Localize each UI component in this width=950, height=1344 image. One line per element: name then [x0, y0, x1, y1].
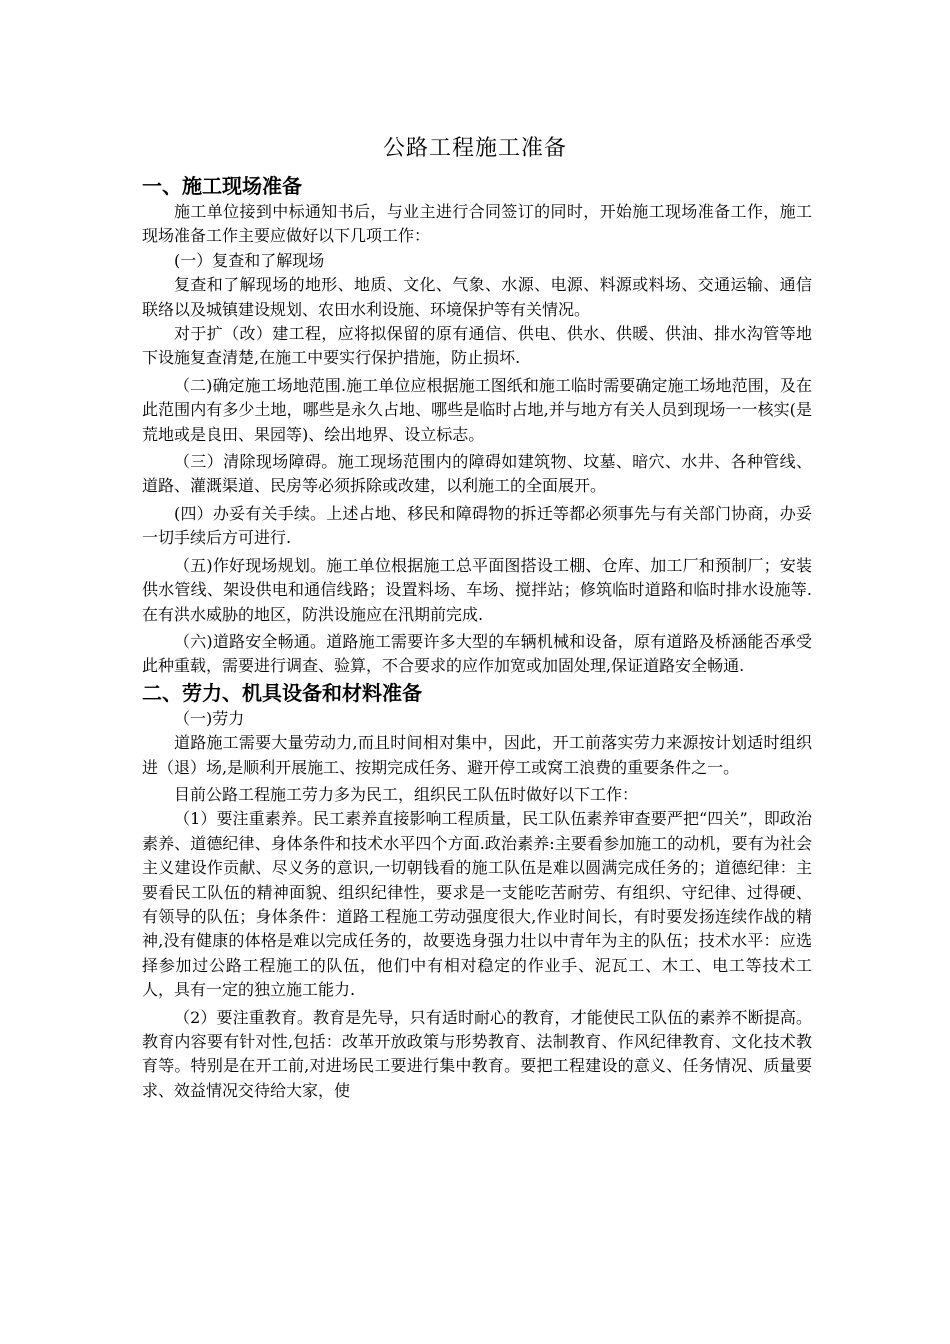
paragraph: （二)确定施工场地范围.施工单位应根据施工图纸和施工临时需要确定施工场地范围，及在此范围内有多少土地，哪些是永久占地、哪些是临时占地,并与地方有关人员到现场一一核实(是荒地或是良田、果园等)、绘出地界、设立标志。	[142, 375, 812, 444]
section-heading-site-preparation: 一、施工现场准备	[142, 174, 302, 198]
paragraph: 复查和了解现场的地形、地质、文化、气象、水源、电源、料源或料场、交通运输、通信联络以及城镇建设规划、农田水利设施、环境保护等有关情况。	[142, 275, 812, 319]
paragraph: 目前公路工程施工劳力多为民工，组织民工队伍时做好以下工作：	[174, 784, 639, 804]
section-heading-labor-equipment: 二、劳力、机具设备和材料准备	[142, 680, 422, 705]
subheading-labor: （一)劳力	[174, 708, 245, 728]
paragraph: （1）要注重素养。民工素养直接影响工程质量，民工队伍素养审查要严把“四关”，即政治素养、道德纪律、身体条件和技术水平四个方面.政治素养:主要看参加施工的动机，要有为社会主义建设作贡献、尽义务的意识,一切朝钱看的施工队伍是难以圆满完成任务的；道德纪律：主要看民工队伍的精神面貌、组织纪律性，要求是一支能吃苦耐劳、有组织、守纪律、过得硬、有领导的队伍；身体条件：道路工程施工劳动强度很大,作业时间长，有时要发扬连续作战的精神,没有健康的体格是难以完成任务的，故要选身强力壮以中青年为主的队伍；技术水平：应选择参加过公路工程施工的队伍，他们中有相对稳定的作业手、泥瓦工、木工、电工等技术工人，具有一定的独立施工能力.	[142, 809, 812, 1000]
paragraph: （六)道路安全畅通。道路施工需要许多大型的车辆机械和设备，原有道路及桥涵能否承受此种重载，需要进行调查、验算，不合要求的应作加宽或加固处理,保证道路安全畅通.	[142, 631, 812, 676]
document-title: 公路工程施工准备	[382, 136, 567, 161]
paragraph: （三）清除现场障碍。施工现场范围内的障碍如建筑物、坟墓、暗穴、水井、各种管线、道路、灌溉渠道、民房等必须拆除或改建，以利施工的全面展开。	[142, 452, 812, 496]
paragraph: （五)作好现场规划。施工单位根据施工总平面图搭设工棚、仓库、加工厂和预制厂；安装供水管线、架设供电和通信线路；设置料场、车场、搅拌站；修筑临时道路和临时排水设施等.在有洪水威胁的地区，防洪设施应在汛期前完成.	[142, 555, 812, 624]
paragraph: 道路施工需要大量劳动力,而且时间相对集中，因此，开工前落实劳力来源按计划适时组织进（退）场,是顺利开展施工、按期完成任务、避开停工或窝工浪费的重要条件之一。	[142, 733, 812, 777]
paragraph: (四）办妥有关手续。上述占地、移民和障碍物的拆迁等都必须事先与有关部门协商，办妥一切手续后方可进行.	[142, 503, 812, 548]
paragraph: 对于扩（改）建工程，应将拟保留的原有通信、供电、供水、供暖、供油、排水沟管等地下设施复查清楚,在施工中要实行保护措施，防止损坏.	[142, 324, 812, 368]
paragraph: （2）要注重教育。教育是先导，只有适时耐心的教育，才能使民工队伍的素养不断提高。教育内容要有针对性,包括：改革开放政策与形势教育、法制教育、作风纪律教育、文化技术教育等。特别是在开工前,对进场民工要进行集中教育。要把工程建设的意义、任务情况、质量要求、效益情况交待给大家，使	[142, 1007, 812, 1100]
subheading-review-site: (一）复查和了解现场	[174, 250, 325, 270]
paragraph: 施工单位接到中标通知书后，与业主进行合同签订的同时，开始施工现场准备工作，施工现场准备工作主要应做好以下几项工作：	[142, 202, 812, 246]
document-body	[142, 172, 812, 1103]
